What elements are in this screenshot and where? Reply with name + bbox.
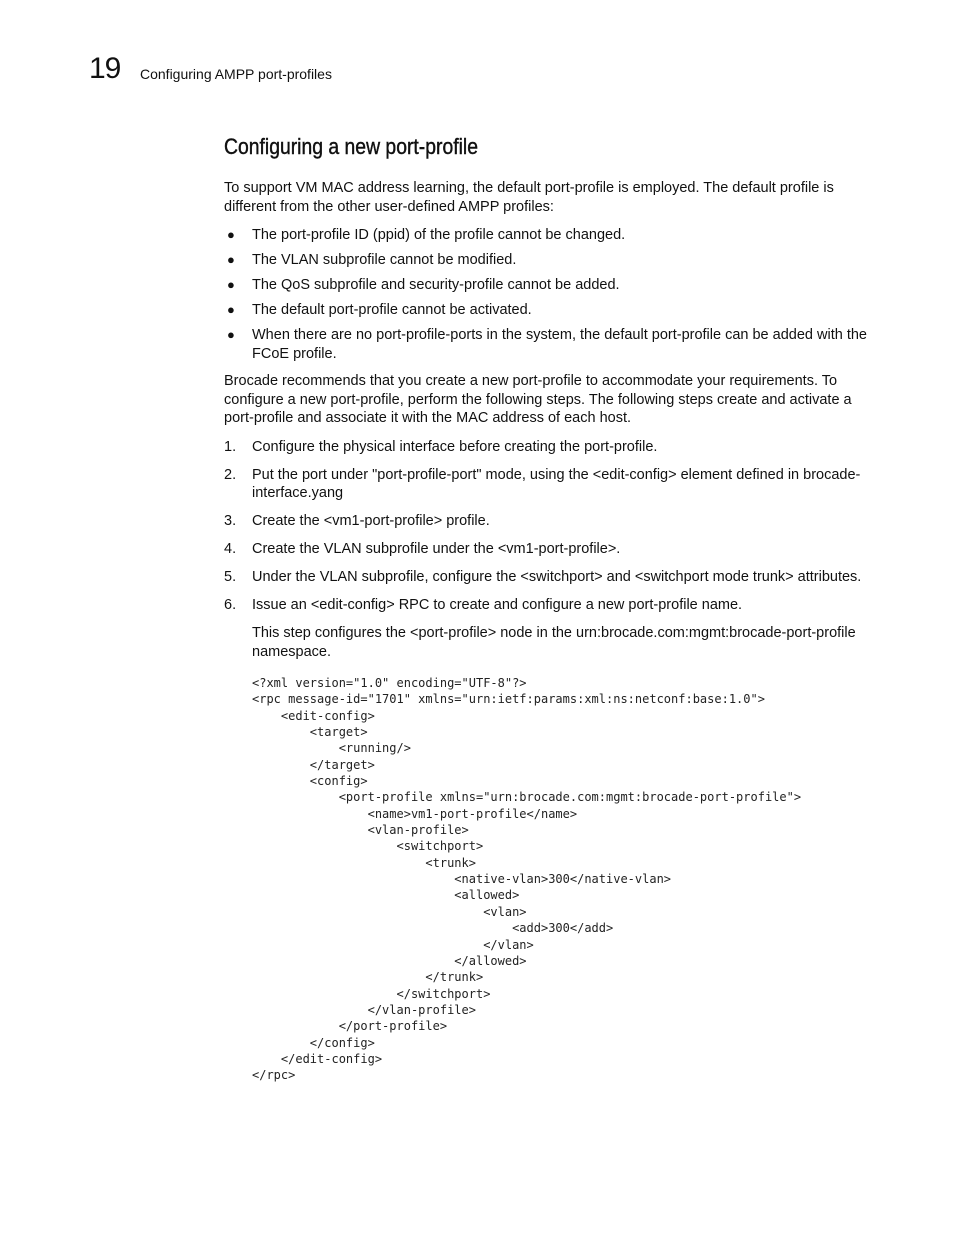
list-item-text: When there are no port-profile-ports in the system, the default port-profile can be added with the FCoE profile. bbox=[252, 327, 867, 362]
step-item bbox=[224, 568, 874, 587]
list-item bbox=[224, 301, 874, 320]
list-item bbox=[224, 326, 874, 363]
step-text: Issue an <edit-config> RPC to create and configure a new port-profile name. bbox=[252, 597, 743, 613]
bullet-icon: ● bbox=[227, 277, 235, 292]
steps-list bbox=[224, 438, 874, 615]
intro-paragraph: To support VM MAC address learning, the default port-profile is employed. The default profile is different from the other user-defined AMPP profiles: bbox=[224, 180, 834, 215]
step-text: Create the VLAN subprofile under the <vm1-port-profile>. bbox=[252, 541, 621, 557]
step-number: 2. bbox=[224, 466, 237, 483]
step-number: 1. bbox=[224, 438, 237, 455]
bullet-icon: ● bbox=[227, 227, 235, 242]
step-item bbox=[224, 596, 874, 615]
step-text: Configure the physical interface before creating the port-profile. bbox=[252, 438, 658, 455]
step-number: 5. bbox=[224, 569, 237, 585]
xml-code-block: <?xml version="1.0" encoding="UTF-8"?> <rpc message-id="1701" xmlns="urn:ietf:params:xml:ns:netconf:base:1.0"> <edit-config> <target> <running/> </target> <config> <port-profile xmlns="urn:brocade.com:mgmt:brocade-port-profile"> <name>vm1-port-profile</name> <vlan-profile> <switchport> <trunk> <native-vlan>300</native-vlan> <allowed> <vlan> <add>300</add> </vlan> </allowed> </trunk> </switchport> </vlan-profile> </port-profile> </config> </edit-config> </rpc> bbox=[252, 676, 802, 1083]
step-number: 6. bbox=[224, 597, 237, 613]
list-item-text: The port-profile ID (ppid) of the profile cannot be changed. bbox=[252, 227, 626, 243]
bullet-icon: ● bbox=[227, 327, 235, 342]
list-item-text: The default port-profile cannot be activated. bbox=[252, 302, 532, 318]
step-item bbox=[224, 438, 874, 457]
step6-note: This step configures the <port-profile> node in the urn:brocade.com:mgmt:brocade-port-profile namespace. bbox=[252, 625, 856, 660]
step-text: Under the VLAN subprofile, configure the <switchport> and <switchport mode trunk> attributes. bbox=[252, 569, 862, 585]
list-item-text: The QoS subprofile and security-profile cannot be added. bbox=[252, 277, 620, 293]
step-item bbox=[224, 466, 874, 503]
running-header-title: Configuring AMPP port-profiles bbox=[140, 66, 332, 82]
bullet-icon: ● bbox=[227, 302, 235, 317]
list-item-text: The VLAN subprofile cannot be modified. bbox=[252, 252, 517, 268]
step-text: Create the <vm1-port-profile> profile. bbox=[252, 513, 490, 529]
section-title: Configuring a new port-profile bbox=[224, 134, 478, 159]
list-item bbox=[224, 251, 874, 270]
bullet-icon: ● bbox=[227, 252, 235, 267]
chapter-number: 19 bbox=[89, 52, 121, 85]
list-item bbox=[224, 276, 874, 295]
step-text: Put the port under "port-profile-port" mode, using the <edit-config> element defined in brocade-interface.yang bbox=[252, 466, 861, 501]
step-number: 4. bbox=[224, 541, 237, 557]
restrictions-list bbox=[224, 226, 874, 363]
step-item bbox=[224, 512, 874, 531]
main-content bbox=[224, 132, 874, 1084]
step-number: 3. bbox=[224, 513, 237, 529]
recommendation-paragraph: Brocade recommends that you create a new port-profile to accommodate your requirements. To configure a new port-profile, perform the following steps. The following steps create and activate a port-profile and associate it with the MAC address of each host. bbox=[224, 373, 852, 426]
list-item bbox=[224, 226, 874, 245]
step-item bbox=[224, 540, 874, 559]
